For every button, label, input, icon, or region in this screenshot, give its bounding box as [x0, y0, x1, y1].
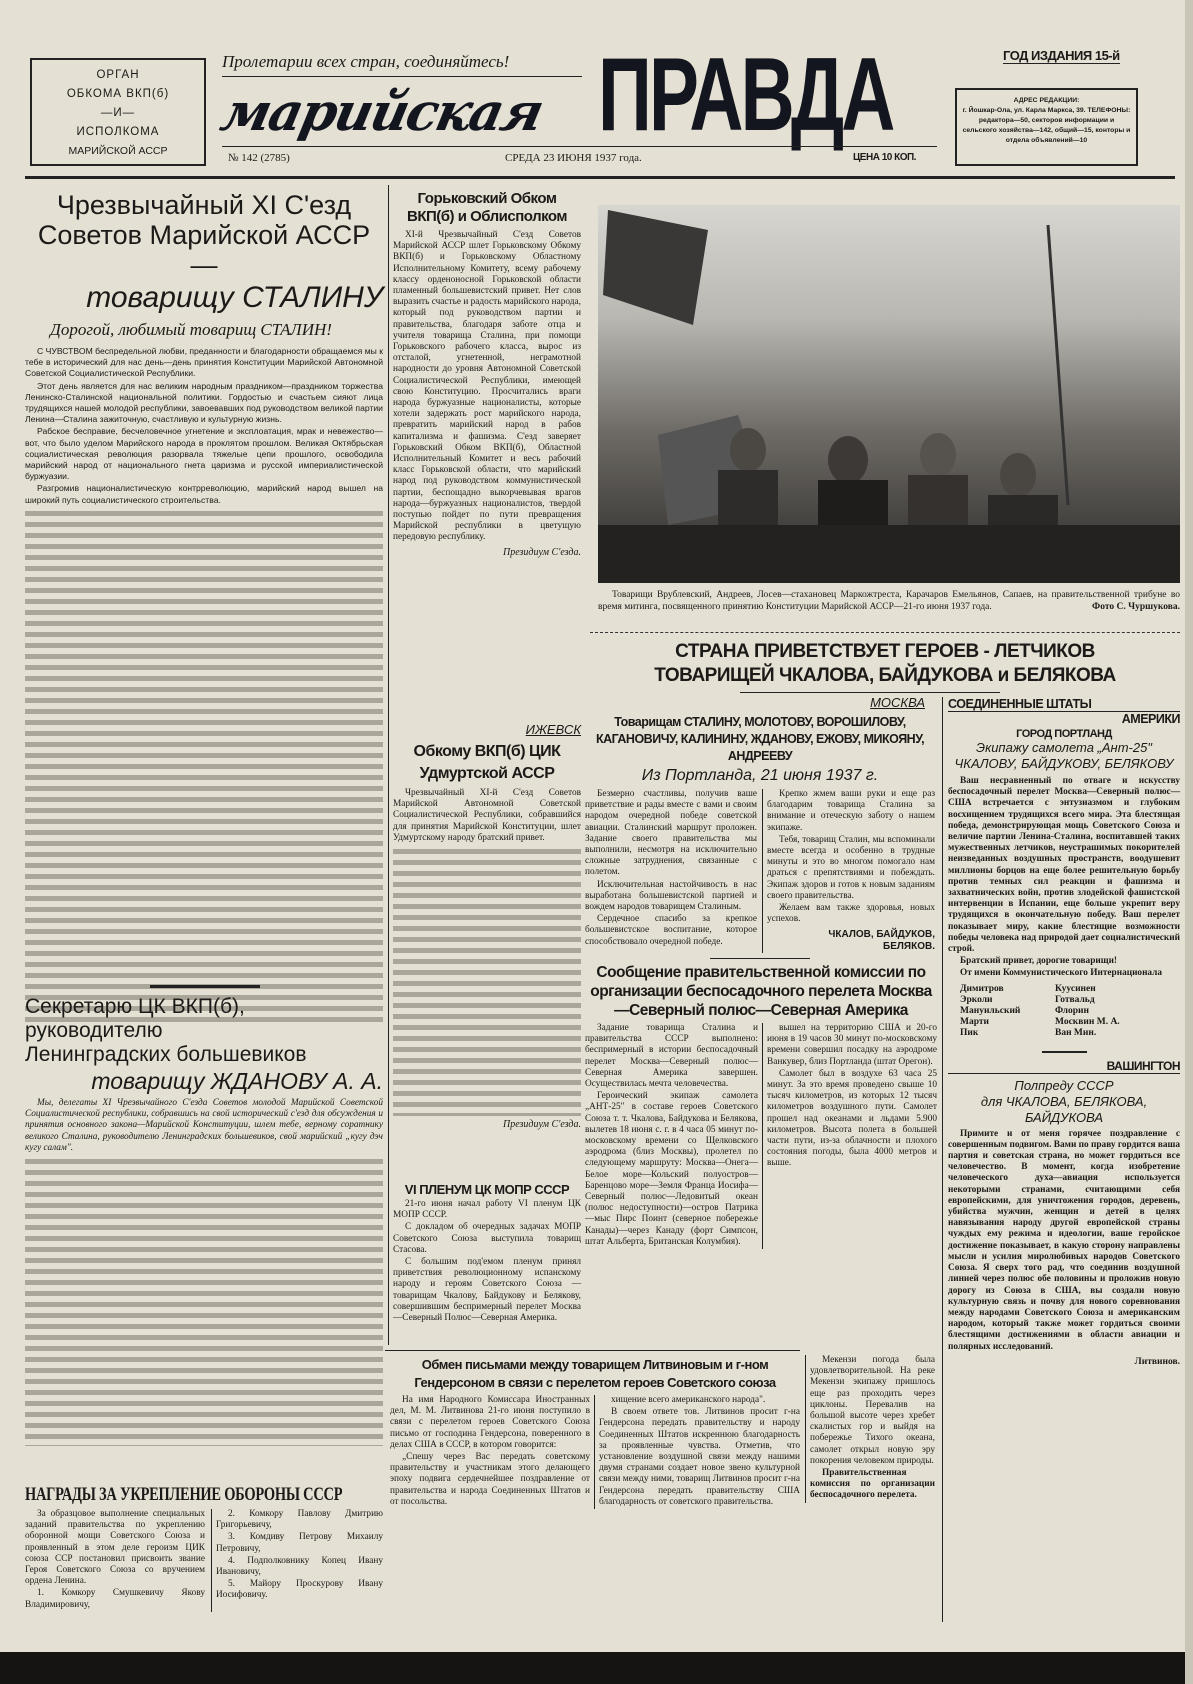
photo-caption	[598, 590, 1180, 613]
organ-line: ОБКОМА ВКП(б)	[66, 88, 170, 100]
caption-text: Товарищи Врублевский, Андреев, Лосев—стахановец Маркожтреста, Карачаров Емельянов, Сапаев, на правительственной трибуне во время митинга, посвященного принятию Конституции Марийской АССР—21-го июня 1937 года.	[598, 590, 1180, 612]
address-title: АДРЕС РЕДАКЦИИ:	[1013, 97, 1080, 104]
addressee-line: для ЧКАЛОВА, БЕЛЯКОВА, БАЙДУКОВА	[980, 1093, 1148, 1125]
paragraph: Правительственная комиссия по организации беспосадочного перелета.	[810, 1468, 935, 1501]
zhdanov-article	[25, 995, 383, 1446]
address-text: г. Йошкар-Ола, ул. Карла Маркса, 39. ТЕЛЕФОНЫ: редактора—50, секторов информации и сельского хозяйства—142, общий—15, конторы и отдела объявлений—10	[962, 107, 1131, 144]
organ-line: ОРГАН	[96, 69, 140, 81]
paragraph: Примите и от меня горячее поздравление с совершенным подвигом. Вами по праву гордится ваша партия и советская страна, но может гордиться все человечество. В момент, когда изобретение человеческого духа—авиация используется некоторыми странами, считающими себя европейскими, для уничтожения городов, деревень, убийства мужчин, женщин и детей в целях навязывания народу другой европейской страны чуждых ему режима и идеологии, ваше геройское достижение показывает, в какую сторону направлены мысли и усилия миролюбивых народов Советского Союза. Я сверх того рад, что соединив воздушной линией через полюс обе половины и проложив новую дорогу из Союза в США, вы создали новую культурную связь и почву для нового соревнования между народами Советского Союза и американским народом, который также может гордиться своими блестящими достижениями в области авиации и полярных исследований.	[948, 1128, 1180, 1352]
issue-date: СРЕДА 23 ИЮНЯ 1937 года.	[505, 152, 642, 164]
moscow-telegram	[585, 695, 935, 953]
section-heading: СОЕДИНЕННЫЕ ШТАТЫ	[948, 697, 1180, 712]
paragraph: XI-й Чрезвычайный С'езд Советов Марийской АССР шлет Горьковскому Обкому ВКП(б) и Горьковскому Областному Исполнительному Комитету, всему рабочему классу орденоносной Горьковской области пламенный большевистский привет. Нет слов выразить счастье и радость марийского народа, который под руководством партии и правительства, благодаря заботе отца и учителя товарища Сталина, при помощи Горьковского рабочего класса, вырос из отсталой, угнетенной, неграмотной народности до уровня Автономной Советской Социалистической Республики, имеющей свою Конституцию. Просчитались враги народа буржуазные националисты, которые хотели задержать рост марийского народа, превратить марийский народ в рабов капитализма и фашизма. С'езд заверяет Горьковский Обком ВКП(б), Областной Исполнительный Комитет и весь рабочий класс Горьковской области, что марийский народ под руководством коммунистической партии, беспощадно выкорчевывая врагов народа—буржуазных националистов, твердой поступью пойдет по пути превращения Марийской республики в цветущую передовую республику.	[393, 230, 581, 543]
paragraph: Разгромив националистическую контрреволюцию, марийский народ вышел на широкий путь социалистического строительства.	[25, 483, 383, 505]
award-item: 5. Майору Проскурову Ивану Иосифовичу.	[216, 1579, 383, 1601]
headline: VI ПЛЕНУМ ЦК МОПР СССР	[404, 1182, 570, 1197]
title-script: марийская	[215, 82, 548, 143]
headline-addressee: товарищу ЖДАНОВУ А. А.	[91, 1068, 383, 1094]
paragraph: Тебя, товарищ Сталин, мы вспоминали вместе всегда и особенно в трудные минуты и это во многом помогало нам драться с препятствиями и побеждать. Экипаж здоров и готов к новым заданиям своего правительства.	[767, 834, 935, 901]
paragraph: С докладом об очередных задачах МОПР Советского Союза выступила товарищ Стасова.	[393, 1222, 581, 1255]
paragraph: Героический экипаж самолета „АНТ-25" в составе героев Советского Союза т. т. Чкалова, Байдукова и Белякова, вылетев 18 июня с. г. в 4 часа 05 минут по-московскому времени со Щелковского аэродрома (близ Москвы), пролетел по следующему маршруту: Москва—Онега—Белое море—Кольский полуостров—Баренцово море—Земля Франца Иосифа—Северный полюс—Ледовитый океан (полюс недоступности)—остров Патрика—мыс Пирс Поинт (северное побережье Канады)—через Канаду (форт Симпсон, штат Альберта, Британская Колумбия).	[585, 1091, 758, 1247]
slogan: Пролетарии всех стран, соединяйтесь!	[222, 52, 510, 71]
issue-number: № 142 (2785)	[228, 152, 290, 164]
paragraph: С большим под'емом пленум принял приветствия революционному испанскому народу и героям Советского Союза — товарищам Чкалову, Байдукову и Белякову, совершившим беспримерный перелет Москва—Северный Полюс—Северная Америка.	[393, 1257, 581, 1324]
addressee: Экипажу самолета „Ант-25" ЧКАЛОВУ, БАЙДУКОВУ, БЕЛЯКОВУ	[954, 740, 1174, 771]
headline: Обкому ВКП(б) ЦИК Удмуртской АССР	[413, 743, 561, 782]
address-box	[955, 88, 1138, 166]
price: ЦЕНА 10 КОП.	[853, 152, 916, 163]
mopr-article	[393, 1182, 581, 1325]
paragraph: Крепко жмем ваши руки и еще раз благодарим товарища Сталина за внимание и отеческую заботу о нашем экипаже.	[767, 789, 935, 833]
award-item: 2. Комкору Павлову Дмитрию Григорьевичу,	[216, 1509, 383, 1531]
organ-line: ИСПОЛКОМА	[76, 126, 160, 138]
headline: Ленинградских большевиков	[25, 1043, 307, 1066]
addressee: Товарищам СТАЛИНУ, МОЛОТОВУ, ВОРОШИЛОВУ, КАГАНОВИЧУ, КАЛИНИНУ, ЖДАНОВУ, ЕЖОВУ, МИКОЯНУ, АНДРЕЕВУ	[595, 715, 925, 763]
organ-line: МАРИЙСКОЙ АССР	[68, 145, 168, 157]
headline: Обмен письмами между товарищем Литвиновым и г-ном Гендерсоном в связи с перелетом героев Советского союза	[414, 1357, 776, 1390]
paragraph: Рабское бесправие, бесчеловечное угнетение и эксплоатация, мрак и невежество—вот, что было уделом Марийского народа в проклятом прошлом. Великая Октябрьская социалистическая революция разорвала тяжелые цепи прошлого, освободила марийский народ от национального гнета царизма и русской империалистической буржуазии.	[25, 426, 383, 482]
rally-photo	[598, 205, 1180, 583]
paragraph: Братский привет, дорогие товарищи!	[960, 956, 1118, 967]
year-of-publication: ГОД ИЗДАНИЯ 15-й	[1003, 48, 1120, 63]
awards-article	[25, 1485, 383, 1612]
paragraph: хищение всего американского народа".	[611, 1395, 766, 1405]
addressee	[948, 1078, 1180, 1126]
signatory: Ван Мин.	[1055, 1027, 1097, 1038]
signatory: Флорин	[1055, 1005, 1089, 1016]
signatory: Димитров	[960, 983, 1004, 994]
paragraph: От имени Коммунистического Интернационала	[960, 968, 1163, 979]
stalin-article	[25, 190, 383, 1028]
heroes-headline	[590, 640, 1180, 688]
signatory: Эрколи	[960, 994, 993, 1005]
paragraph: 21-го июня начал работу VI пленум ЦК МОПР СССР.	[393, 1199, 581, 1221]
usa-section	[948, 697, 1180, 1367]
paper-bottom-edge	[0, 1652, 1193, 1684]
paragraph: Этот день является для нас великим народным праздником—праздником торжества Ленинско-Сталинской национальной политики. Гордостью и счастьем сияют лица трудящихся нашей молодой республики, завоевавших под руководством великой партии Ленина—Сталина зажиточную, счастливую и культурную жизнь.	[25, 380, 383, 425]
paragraph: В своем ответе тов. Литвинов просит г-на Гендерсона передать правительству и народу Соединенных Штатов искреннюю благодарность за проявленные чувства. Отметив, что установление воздушной связи между нашими двумя странами создает новое звено культурной связи между ними, товарищ Литвинов просит г-на Гендерсона передать правительству США благодарность от советского правительства.	[599, 1407, 800, 1507]
paragraph: Задание товарища Сталина и правительства СССР выполнено: беспримерный в истории беспосадочный перелет Москва—Северный полюс—Северная Америка завершен. Осуществилась мечта человечества.	[585, 1023, 758, 1090]
signature: ЧКАЛОВ, БАЙДУКОВ, БЕЛЯКОВ.	[828, 929, 935, 952]
section-heading: АМЕРИКИ	[1121, 712, 1180, 726]
litvinov-exchange	[390, 1356, 800, 1509]
gorky-article	[393, 190, 581, 558]
paragraph: С ЧУВСТВОМ беспредельной любви, преданности и благодарности обращаемся мы к тебе в исторический для нас день—день принятия Конституции Марийской Автономной Советской Социалистической Республики.	[25, 346, 383, 379]
award-item: 4. Подполковнику Копец Ивану Ивановичу,	[216, 1555, 383, 1578]
paragraph: Желаем вам также здоровья, новых успехов.	[767, 903, 935, 925]
signatory: Москвин М. А.	[1055, 1016, 1120, 1027]
paragraph: Мекензи погода была удовлетворительной. На реке Мекензи экипажу пришлось еще раз проходить через циклоны. Перевалив на большой высоте через хребет скалистых гор и выйдя на побережье Тихого океана, самолет открыл новую эру покорения человеком природы.	[810, 1355, 935, 1466]
paragraph: „Спешу через Вас передать советскому правительству и участникам этого делающего эпоху подвига сердечнейшее поздравление от правительства и народа Соединенных Штатов и от посольства.	[390, 1452, 590, 1507]
dateline: ВАШИНГТОН	[948, 1059, 1180, 1074]
headline: Сообщение правительственной комиссии по организации беспосадочного перелета Москва—Северный полюс—Северная Америка	[590, 964, 932, 1019]
signatory: Пик	[960, 1027, 979, 1038]
commission-report	[585, 963, 937, 1249]
organ-box	[30, 58, 206, 166]
commission-continued	[805, 1355, 935, 1503]
headline: Советов Марийской АССР—	[37, 220, 371, 280]
city-dateline: ГОРОД ПОРТЛАНД	[1016, 728, 1112, 740]
paragraph: Мы, делегаты XI Чрезвычайного С'езда Советов молодой Марийской Советской Социалистической республики, собравшись на свой исторический с'езд для обсуждения и принятия основного закона—Марийской Конституции, шлем тебе, верному соратнику великого Сталина, руководителю Ленинградских большевиков, свой марийский „кугу дэч кугу салам".	[25, 1098, 383, 1153]
izhevsk-article	[393, 722, 581, 1130]
headline: СТРАНА ПРИВЕТСТВУЕТ ГЕРОЕВ - ЛЕТЧИКОВ	[675, 641, 1095, 662]
telegram-origin: Из Портланда, 21 июня 1937 г.	[641, 767, 879, 784]
signatory: Марти	[960, 1016, 990, 1027]
paragraph: Ваш несравненный по отваге и искусству беспосадочный перелет Москва—Северный полюс—США встречается с энтузиазмом и глубоким восхищением трудящихся всего мира. Эта блестящая победа, демонстрирующая мощь Советского Союза и величие партии Ленина-Сталина, воспитавшей таких мужественных летчиков, неустрашимых покорителей неизведанных воздушных пространств, воодушевит миллионы борцов на еще более решительную борьбу против темных сил реакции и фашизма и захватнических войн, против злодейской фашистской интервенции в Испании, еще больше укрепит веру трудящихся в окончательную победу. Ваш перелет показывает миру, какие блестящие возможности победы человека над природой дает социалистический строй.	[948, 776, 1180, 955]
photo-credit: Фото С. Чуршукова.	[1092, 601, 1180, 612]
title-block: ПРАВДА	[598, 37, 893, 153]
paragraph: Самолет был в воздухе 63 часа 25 минут. За это время проведено свыше 10 тысяч километров, из которых 12 тысяч километров воздушного пути. Самолет прошел над океанами и льдами 5.900 километров. Высота полета в большей части пути, из-за облачности и плохого состояния погоды, была 4000 метров и выше.	[767, 1068, 937, 1169]
paragraph: Исключительная настойчивость в нас выработана большевистской партией и вождем народов товарищем Сталиным.	[585, 879, 757, 913]
organ-line: —И—	[100, 107, 136, 119]
paragraph: Безмерно счастливы, получив ваше приветствие и рады вместе с вами и своим народом очередной победе советской авиации. Сталинский маршрут проложен. Задание своего правительства мы выполнили, несмотря на исключительно сложные затруднения, связанные с полетом.	[585, 789, 757, 878]
signature: Президиум С'езда.	[502, 1119, 581, 1131]
paragraph: Чрезвычайный XI-й С'езд Советов Марийской Автономной Советской Социалистической Республики, собравшийся для принятия Марийской Конституции, шлет Удмуртскому народу братский привет.	[393, 788, 581, 843]
headline: Горьковский Обком ВКП(б) и Облисполком	[407, 190, 567, 225]
signature: Президиум С'езда.	[502, 546, 581, 558]
photo-image	[598, 205, 1180, 583]
award-item: 3. Комдиву Петрову Михаилу Петровичу,	[216, 1532, 383, 1554]
paragraph: За образцовое выполнение специальных заданий правительства по укреплению оборонной мощи Советского Союза и проявленный в этом деле героизм ЦИК союза ССР постановил присвоить звание Героя Советского Союза со вручением ордена Ленина.	[25, 1509, 205, 1587]
signature: Литвинов.	[1134, 1356, 1180, 1367]
paragraph: вышел на территорию США и 20-го июня в 19 часов 30 минут по-московскому времени совершил посадку на аэродроме Ванкувер, близ Портланда (штат Орегон).	[767, 1023, 937, 1067]
dateline: ИЖЕВСК	[525, 722, 581, 737]
headline: Чрезвычайный XI С'езд	[56, 190, 352, 220]
paragraph: Сердечное спасибо за крепкое большевистское воспитание, которое способствовало очередной победе.	[585, 914, 757, 947]
paragraph: На имя Народного Комиссара Иностранных дел, М. М. Литвинова 21-го июня поступило в связи с перелетом героев Советского Союза письмо от господина Гендерсона, поверенного в делах США в СССР, в котором говорится:	[390, 1395, 590, 1450]
award-item: 1. Комкору Смушкевичу Якову Владимировичу,	[25, 1588, 205, 1610]
headline: Секретарю ЦК ВКП(б), руководителю	[25, 995, 245, 1042]
headline: НАГРАДЫ ЗА УКРЕПЛЕНИЕ ОБОРОНЫ СССР	[25, 1485, 343, 1505]
addressee-line: Полпреду СССР	[1014, 1077, 1114, 1093]
signatory: Готвальд	[1055, 994, 1095, 1005]
headline-addressee: товарищу СТАЛИНУ	[86, 281, 383, 314]
paper-right-edge	[1185, 0, 1193, 1684]
headline: ТОВАРИЩЕЙ ЧКАЛОВА, БАЙДУКОВА и БЕЛЯКОВА	[654, 665, 1116, 686]
signatory: Куусинен	[1055, 983, 1096, 994]
signatory: Мануильский	[960, 1005, 1021, 1016]
dateline: МОСКВА	[870, 695, 925, 710]
greeting: Дорогой, любимый товарищ СТАЛИН!	[50, 320, 332, 339]
